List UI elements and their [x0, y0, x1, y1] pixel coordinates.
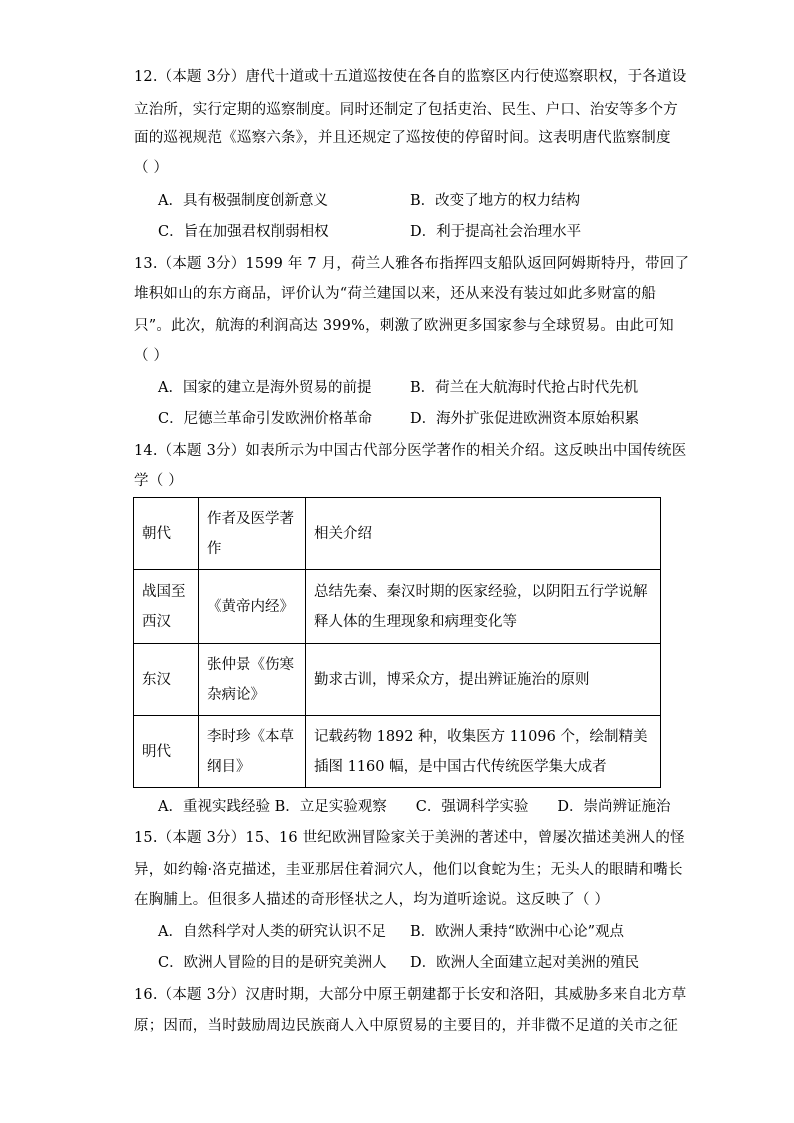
question-15-option-b[interactable]: B．欧洲人秉持“欧洲中心论”观点: [410, 924, 624, 940]
question-12-option-d[interactable]: D．利于提高社会治理水平: [410, 224, 582, 240]
question-13-line-4: （ ）: [134, 348, 169, 364]
table-cell-description: 总结先秦、秦汉时期的医家经验，以阴阳五行学说解释人体的生理现象和病理变化等: [306, 570, 661, 644]
question-12-option-b[interactable]: B．改变了地方的权力结构: [410, 193, 581, 209]
question-15-option-d[interactable]: D．欧洲人全面建立起对美洲的殖民: [410, 955, 640, 971]
question-14-line-2: 学（ ）: [134, 473, 183, 489]
table-header-author-work: 作者及医学著作: [199, 498, 306, 570]
table-cell-description: 勤求古训，博采众方，提出辨证施治的原则: [306, 644, 661, 716]
question-13-option-c[interactable]: C．尼德兰革命引发欧洲价格革命: [158, 411, 373, 427]
question-13-line-3: 只”。此次，航海的利润高达 399%，刺激了欧洲更多国家参与全球贸易。由此可知: [134, 318, 674, 334]
table-cell-author-work: 张仲景《伤寒杂病论》: [199, 644, 306, 716]
question-12-line-3: 面的巡视规范《巡察六条》，并且还规定了巡按使的停留时间。这表明唐代监察制度: [134, 130, 671, 146]
table-row: [134, 716, 661, 788]
question-13-option-a[interactable]: A．国家的建立是海外贸易的前提: [158, 380, 372, 396]
table-row: [134, 570, 661, 644]
table-cell-description: 记载药物 1892 种，收集医方 11096 个，绘制精美插图 1160 幅，是中国古代传统医学集大成者: [306, 716, 661, 788]
table-cell-dynasty: 明代: [134, 716, 199, 788]
table-cell-author-work: 李时珍《本草纲目》: [199, 716, 306, 788]
question-14-options[interactable]: A．重视实践经验 B．立足实验观察 C．强调科学实验 D．崇尚辨证施治: [158, 799, 671, 815]
question-15-line-1: 15.（本题 3分）15、16 世纪欧洲冒险家关于美洲的著述中，曾屡次描述美洲人的怪: [134, 830, 685, 846]
table-header-row: [134, 498, 661, 570]
question-13-line-2: 堆积如山的东方商品，评价认为“荷兰建国以来，还从来没有装过如此多财富的船: [134, 286, 657, 302]
question-16-line-2: 原；因而，当时鼓励周边民族商人入中原贸易的主要目的，并非微不足道的关市之征: [134, 1018, 678, 1034]
question-15-line-3: 在胸脯上。但很多人描述的奇形怪状之人，均为道听途说。这反映了（ ）: [134, 892, 610, 908]
question-15-option-c[interactable]: C．欧洲人冒险的目的是研究美洲人: [158, 955, 387, 971]
table-cell-dynasty: 战国至西汉: [134, 570, 199, 644]
question-12-option-c[interactable]: C．旨在加强君权削弱相权: [158, 224, 329, 240]
question-13-line-1: 13.（本题 3分）1599 年 7 月，荷兰人雅各布指挥四支船队返回阿姆斯特丹，带回了: [134, 256, 690, 272]
question-13-option-b[interactable]: B．荷兰在大航海时代抢占时代先机: [410, 380, 639, 396]
question-12-option-a[interactable]: A．具有极强制度创新意义: [158, 193, 328, 209]
table-cell-author-work: 《黄帝内经》: [199, 570, 306, 644]
medical-works-table: [133, 497, 661, 788]
question-12-line-4: （ ）: [134, 160, 169, 176]
question-13-option-d[interactable]: D．海外扩张促进欧洲资本原始积累: [410, 411, 640, 427]
question-14-line-1: 14.（本题 3分）如表所示为中国古代部分医学著作的相关介绍。这反映出中国传统医: [134, 443, 687, 459]
table-header-description: 相关介绍: [306, 498, 661, 570]
question-15-option-a[interactable]: A．自然科学对人类的研究认识不足: [158, 924, 386, 940]
question-12-line-1: 12.（本题 3分）唐代十道或十五道巡按使在各自的监察区内行使巡察职权，于各道设: [134, 69, 687, 85]
table-cell-dynasty: 东汉: [134, 644, 199, 716]
table-header-dynasty: 朝代: [134, 498, 199, 570]
table-row: [134, 644, 661, 716]
question-15-line-2: 异，如约翰·洛克描述，圭亚那居住着洞穴人，他们以食蛇为生；无头人的眼睛和嘴长: [134, 862, 683, 878]
question-16-line-1: 16.（本题 3分）汉唐时期，大部分中原王朝建都于长安和洛阳，其威胁多来自北方草: [134, 987, 687, 1003]
question-12-line-2: 立治所，实行定期的巡察制度。同时还制定了包括吏治、民生、户口、治安等多个方: [134, 102, 678, 118]
